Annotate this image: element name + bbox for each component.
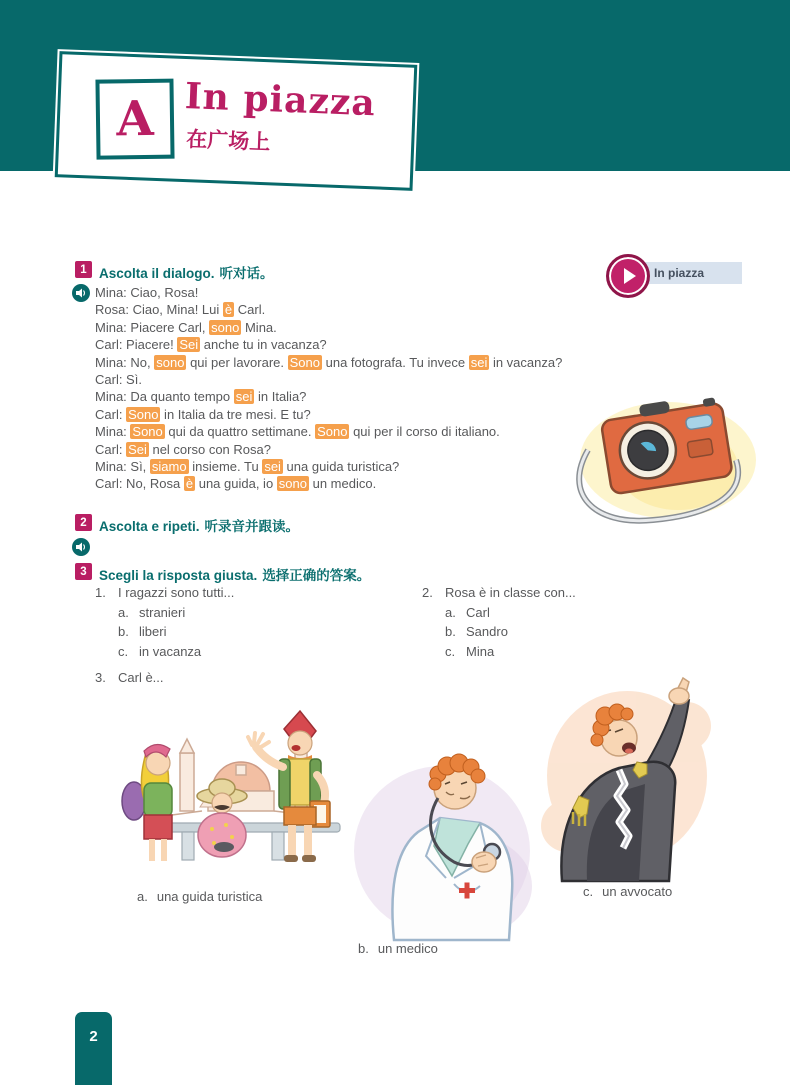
question-text: Rosa è in classe con... [445, 585, 576, 600]
dialogue-line: Mina: Ciao, Rosa! [95, 285, 199, 300]
dialogue-line: Carl: Sei nel corso con Rosa? [95, 441, 271, 457]
dialogue-line: Mina: Sì, siamo insieme. Tu sei una guida turistica? [95, 459, 400, 475]
question-number: 3. [95, 670, 106, 685]
option-label: a. [118, 604, 129, 620]
option-text: Carl [466, 604, 490, 620]
exercise-3-title-italian: Scegli la risposta giusta. [99, 568, 258, 583]
play-icon[interactable] [606, 254, 650, 298]
question-1 [95, 585, 395, 659]
unit-title-chinese: 在广场上 [185, 128, 271, 155]
caption-a [137, 889, 262, 904]
dialogue-line: Carl: No, Rosa è una guida, io sono un medico. [95, 476, 377, 492]
question-text: Carl è... [118, 670, 164, 685]
lawyer-illustration [527, 666, 717, 884]
highlighted-verb: siamo [151, 459, 187, 475]
doctor-illustration [342, 726, 547, 944]
highlighted-verb: sono [211, 319, 240, 335]
highlighted-verb: Sei [179, 337, 199, 353]
option-label: c. [118, 643, 129, 659]
caption-c-label: c. [583, 884, 594, 899]
highlighted-verb: sei [235, 389, 253, 405]
highlighted-verb: Sono [128, 406, 159, 422]
exercise-1-title [99, 262, 274, 282]
exercise-2-badge: 2 [75, 514, 92, 531]
unit-letter: A [115, 90, 155, 148]
exercise-2-title [99, 515, 299, 535]
speaker-audio-icon[interactable] [72, 284, 90, 302]
option-label: c. [445, 643, 456, 659]
exercise-1-badge: 1 [75, 261, 92, 278]
speaker-audio-icon-2[interactable] [72, 538, 90, 556]
option-text: liberi [139, 624, 167, 639]
dialogue-line: Carl: Sono in Italia da tre mesi. E tu? [95, 406, 311, 422]
option-text: in vacanza [139, 643, 202, 659]
play-triangle-icon [624, 268, 636, 284]
answer-option [422, 605, 722, 620]
answer-option [95, 644, 395, 659]
answer-option [95, 624, 395, 639]
unit-letter-frame [95, 79, 174, 160]
option-text: Sandro [466, 624, 508, 639]
exercise-1-title-chinese: 听对话。 [219, 266, 274, 281]
caption-a-text: una guida turistica [156, 889, 263, 904]
exercise-3-badge: 3 [75, 563, 92, 580]
tourist-guide-illustration [62, 695, 342, 890]
caption-c [583, 884, 672, 899]
option-label: b. [445, 624, 456, 639]
unit-title-box [55, 51, 418, 191]
dialogue-line: Mina: No, sono qui per lavorare. Sono una fotografa. Tu invece sei in vacanza? [95, 354, 563, 370]
camera-illustration [558, 388, 773, 533]
dialogue-line: Mina: Da quanto tempo sei in Italia? [95, 389, 307, 405]
exercise-2-title-chinese: 听录音并跟读。 [204, 519, 300, 534]
option-text: stranieri [139, 604, 186, 620]
highlighted-verb: sono [156, 354, 185, 370]
unit-title: In piazza [184, 75, 377, 125]
highlighted-verb: Sei [128, 441, 147, 457]
dialogue-line: Rosa: Ciao, Mina! Lui è Carl. [95, 302, 266, 318]
option-label: a. [445, 604, 456, 620]
dialogue-line: Carl: Piacere! Sei anche tu in vacanza? [95, 337, 327, 353]
audio-track-label: In piazza [640, 262, 742, 284]
highlighted-verb: sei [264, 459, 281, 475]
dialogue-line: Carl: Sì. [95, 372, 142, 388]
highlighted-verb: Sono [317, 424, 348, 440]
highlighted-verb: è [185, 476, 194, 492]
caption-b [358, 941, 438, 956]
exercise-2-title-italian: Ascolta e ripeti. [99, 519, 200, 534]
option-text: Mina [466, 643, 495, 659]
answer-option [422, 624, 722, 639]
question-number: 1. [95, 585, 106, 600]
question-2 [422, 585, 722, 659]
question-text: I ragazzi sono tutti... [118, 585, 235, 600]
highlighted-verb: sono [278, 476, 307, 492]
caption-a-label: a. [137, 889, 148, 904]
caption-b-text: un medico [377, 941, 438, 956]
dialogue-line: Mina: Sono qui da quattro settimane. Sono qui per il corso di italiano. [95, 424, 500, 440]
option-label: b. [118, 624, 129, 639]
question-3 [95, 670, 395, 685]
caption-b-label: b. [358, 941, 369, 956]
answer-option [95, 605, 395, 620]
highlighted-verb: Sono [132, 424, 163, 440]
page-number-tab: 2 [75, 1012, 112, 1085]
exercise-1-title-italian: Ascolta il dialogo. [99, 266, 215, 281]
highlighted-verb: è [224, 302, 233, 318]
answer-option [422, 644, 722, 659]
exercise-3-title [99, 564, 370, 584]
caption-c-text: un avvocato [602, 884, 673, 899]
highlighted-verb: sei [470, 354, 488, 370]
dialogue [95, 284, 575, 493]
dialogue-line: Mina: Piacere Carl, sono Mina. [95, 319, 277, 335]
exercise-3-title-chinese: 选择正确的答案。 [262, 568, 371, 583]
highlighted-verb: Sono [289, 354, 320, 370]
question-number: 2. [422, 585, 433, 600]
